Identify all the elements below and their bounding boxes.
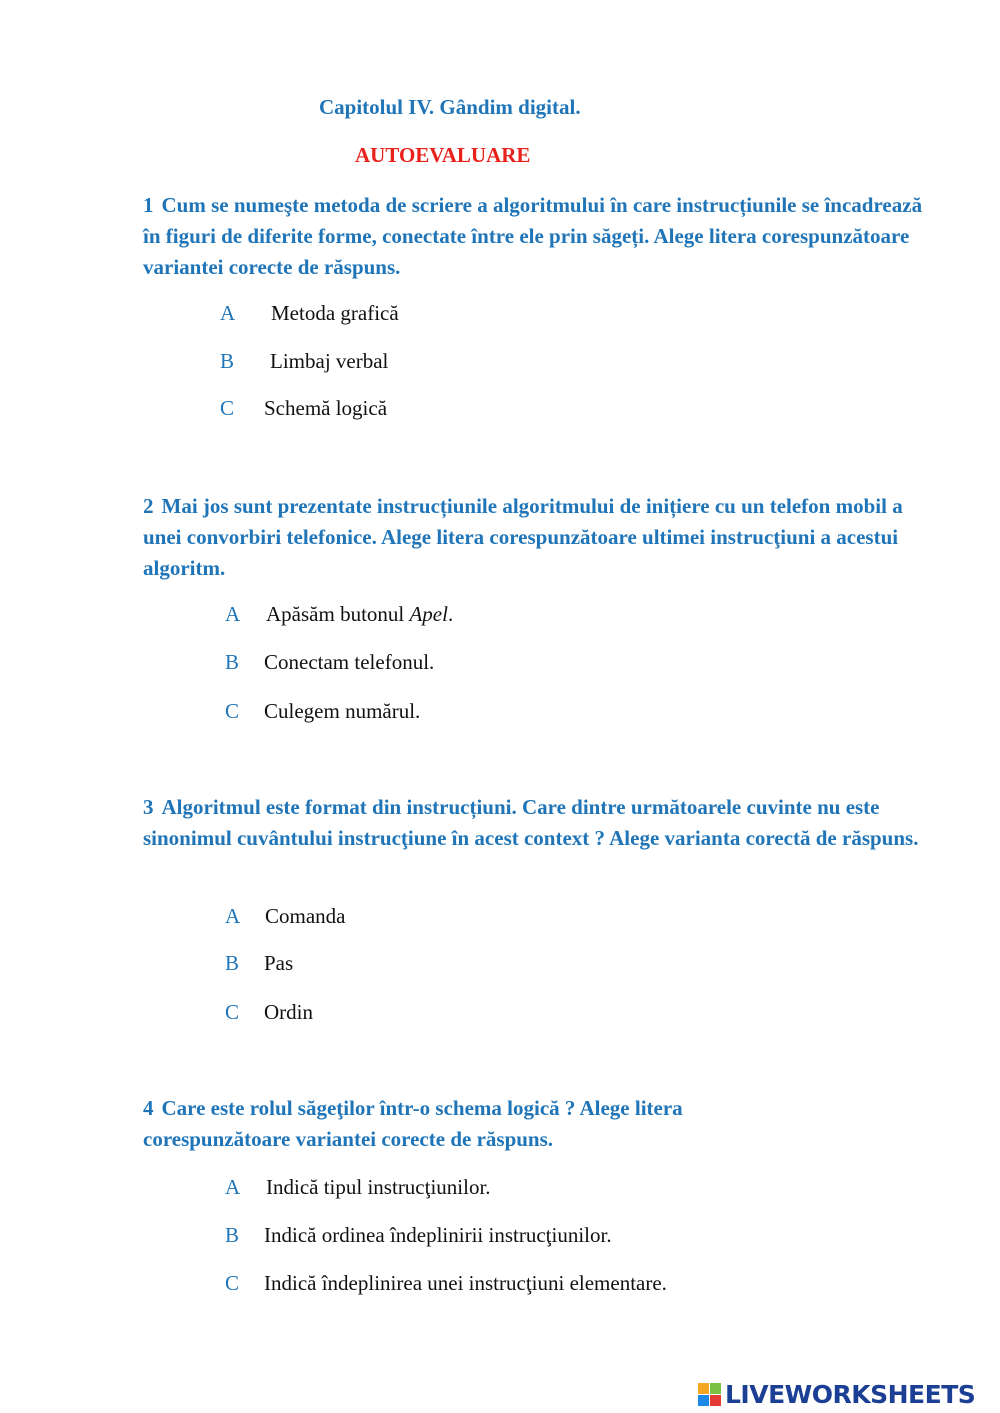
option-text: Indică tipul instrucţiunilor. (266, 1175, 491, 1199)
option-2a[interactable] (225, 602, 453, 627)
question-text: Care este rolul săgeţilor într-o schema logică ? Alege litera corespunzătoare variantei corecte de răspuns. (143, 1096, 683, 1151)
option-4a[interactable] (225, 1175, 491, 1200)
option-text: Apăsăm butonul Apel. (266, 602, 454, 626)
question-text: Algoritmul este format din instrucțiuni. Care dintre următoarele cuvinte nu este sinonimul cuvântului instrucţiune în acest context ? Alege varianta corectă de răspuns. (143, 795, 919, 850)
option-text: Pas (264, 951, 294, 975)
question-number: 1 (143, 193, 154, 217)
option-text: Comanda (265, 904, 346, 928)
logo-block (710, 1383, 721, 1394)
option-text: Indică îndeplinirea unei instrucţiuni elementare. (264, 1271, 667, 1295)
logo-blocks-icon (698, 1383, 721, 1406)
option-text: Culegem numărul. (264, 699, 421, 723)
logo-block (698, 1395, 709, 1406)
option-letter: A (220, 301, 236, 325)
logo-block (698, 1383, 709, 1394)
option-text: Limbaj verbal (270, 349, 389, 373)
option-3b[interactable] (225, 951, 293, 976)
option-letter: C (225, 1271, 240, 1295)
logo-text: LIVEWORKSHEETS (725, 1379, 976, 1409)
option-text: Metoda grafică (271, 301, 399, 325)
option-letter: A (225, 1175, 241, 1199)
option-letter: B (220, 349, 235, 373)
option-4c[interactable] (225, 1271, 667, 1296)
option-2b[interactable] (225, 650, 434, 675)
option-text: Ordin (264, 1000, 313, 1024)
option-text: Schemă logică (264, 396, 388, 420)
option-letter: B (225, 951, 240, 975)
question-text: Cum se numeşte metoda de scriere a algoritmului în care instrucțiunile se încadrează în figuri de diferite forme, conectate între ele prin săgeți. Alege litera corespunzătoare variantei corecte de răspuns. (143, 193, 923, 279)
option-1a[interactable] (220, 301, 399, 326)
question-text: Mai jos sunt prezentate instrucțiunile algoritmului de inițiere cu un telefon mobil a unei convorbiri telefonice. Alege litera corespunzătoare ultimei instrucţiuni a acestui algoritm. (143, 494, 903, 580)
question-2 (143, 491, 943, 584)
option-1b[interactable] (220, 349, 388, 374)
option-text: Indică ordinea îndeplinirii instrucţiunilor. (264, 1223, 612, 1247)
question-number: 4 (143, 1096, 154, 1120)
question-3 (143, 792, 933, 854)
option-letter: C (225, 699, 240, 723)
option-4b[interactable] (225, 1223, 612, 1248)
question-4 (143, 1093, 783, 1155)
option-letter: C (225, 1000, 240, 1024)
option-letter: A (225, 602, 241, 626)
option-letter: B (225, 1223, 240, 1247)
option-3a[interactable] (225, 904, 345, 929)
page-subtitle: AUTOEVALUARE (355, 143, 531, 167)
option-3c[interactable] (225, 1000, 313, 1025)
liveworksheets-logo[interactable] (698, 1378, 975, 1410)
logo-block (710, 1395, 721, 1406)
chapter-title: Capitolul IV. Gândim digital. (319, 95, 581, 119)
option-text: Conectam telefonul. (264, 650, 435, 674)
option-2c[interactable] (225, 699, 420, 724)
question-1 (143, 190, 943, 283)
question-number: 3 (143, 795, 154, 819)
option-letter: C (220, 396, 235, 420)
option-letter: A (225, 904, 241, 928)
option-1c[interactable] (220, 396, 387, 421)
option-letter: B (225, 650, 240, 674)
question-number: 2 (143, 494, 154, 518)
